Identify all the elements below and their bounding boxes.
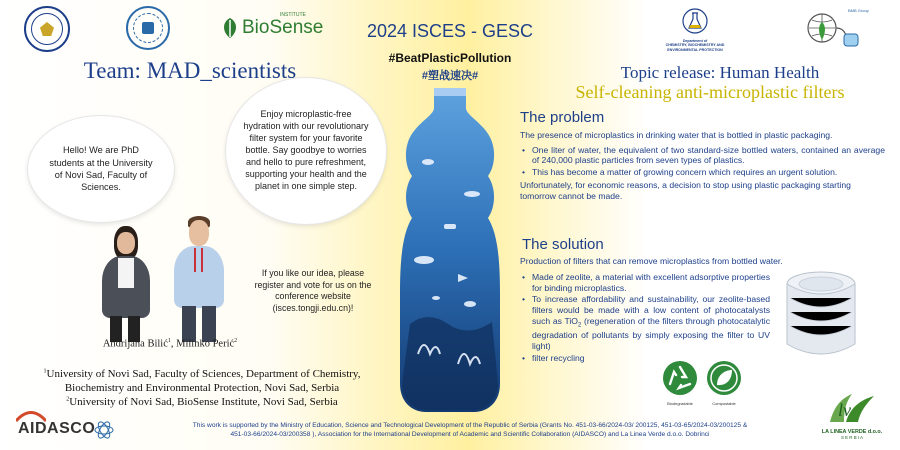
hashtag: #BeatPlasticPollution <box>388 51 512 65</box>
poster-subtitle: Self-cleaning anti-microplastic filters <box>575 82 845 102</box>
affiliation-sup-1: 1 <box>43 368 47 375</box>
solution-bullet-2-pre: To increase affordability and sustainability, our zeolite-based filters would be made with a low content of photocatalysts such as TiO <box>532 294 770 326</box>
department-line-2: CHEMISTRY, BIOCHEMISTRY AND <box>665 43 725 48</box>
affiliation-sup-2: 2 <box>66 395 70 402</box>
biosense-small-text: INSTITUTE <box>280 12 306 18</box>
hello-bubble <box>28 116 174 222</box>
aidasco-logo <box>16 408 116 444</box>
team-title: Team: MAD_scientists <box>83 58 297 83</box>
hashtag-chinese: #塑战速决# <box>421 70 479 82</box>
pitch-bubble-text: Enjoy microplastic-free hydration with our revolutionary filter system for your favorite bottle. Say goodbye to worries and hello to pure refreshment, supporting your health and the planet in one simple step. <box>243 109 369 191</box>
department-line-3: ENVIRONMENTAL PROTECTION <box>667 47 723 52</box>
author-separator: , <box>170 338 177 350</box>
biodegradable-label: Biodegradable <box>667 401 693 406</box>
bmb-text: BMB Group <box>848 8 869 13</box>
author-sup-1: 1 <box>167 338 171 344</box>
conference-title: 2024 ISCES - GESC <box>366 21 534 41</box>
pitch-bubble <box>226 78 386 224</box>
author-name-1: Andrijana Bilić <box>102 338 168 350</box>
bottle-illustration <box>388 84 512 416</box>
la-linea-verde-logo <box>812 388 892 440</box>
department-line-1: Department of <box>682 39 708 43</box>
solution-bullet-2 <box>520 294 770 351</box>
topic-release: Topic release: Human Health <box>620 63 820 82</box>
department-logo <box>660 8 730 52</box>
bmb-logo <box>800 6 870 50</box>
svg-text:lv: lv <box>838 400 851 420</box>
affiliation-1 <box>22 368 382 396</box>
university-seal-logo <box>24 6 70 52</box>
solution-bullet-1: • Made of zeolite, a material with excellent adsorptive properties for binding microplastics. <box>520 272 770 293</box>
solution-bullet-2-post: (regeneration of the filters through photocatalytic degradation of pollutants by simply exposing the filter to UV light) <box>532 315 770 351</box>
problem-bullets <box>520 145 885 178</box>
person-photo-milinko <box>168 216 230 342</box>
leaf-icon <box>706 360 742 396</box>
problem-bullet-1: • One liter of water, the equivalent of two standard-size bottled waters, contained an average of 240,000 plastic particles from seven types of plastics. <box>520 145 885 166</box>
compostable-badge <box>704 360 744 406</box>
affiliation-text-1: University of Novi Sad, Faculty of Sciences, Department of Chemistry, Biochemistry and Environmental Protection, Novi Sad, Serbia <box>46 368 361 394</box>
solution-bullet-3: • filter recycling <box>520 353 770 364</box>
vote-text: If you like our idea, please register and vote for us on the conference website (isces.tongji.edu.cn)! <box>254 268 372 313</box>
tio2-subscript: 2 <box>578 322 582 329</box>
flask-icon <box>682 8 708 34</box>
aidasco-atom-icon <box>94 420 114 440</box>
la-linea-verde-leaf-icon <box>822 388 882 424</box>
la-linea-verde-name: LA LINEA VERDE d.o.o. <box>821 429 883 435</box>
compostable-label: Compostable <box>712 401 736 406</box>
biodegradable-badge <box>660 360 700 406</box>
solution-heading: The solution <box>522 236 604 253</box>
problem-heading: The problem <box>520 109 605 126</box>
funding-line-2: 451-03-66/2024-03/200358 ), Association for the International Development of Academic and Scientific Collaboration (AIDASCO) and La Linea Verde d.o.o. Dobrinci <box>230 430 710 438</box>
hello-bubble-text: Hello! We are PhD students at the University of Novi Sad, Faculty of Sciences. <box>49 145 153 193</box>
affiliations <box>22 368 382 409</box>
problem-outro: Unfortunately, for economic reasons, a decision to stop using plastic packaging starting tomorrow cannot be made. <box>520 179 851 201</box>
aidasco-wordmark: AIDASCO <box>18 420 96 437</box>
problem-intro: The presence of microplastics in drinking water that is bottled in plastic packaging. <box>520 130 833 140</box>
biosense-logo <box>220 12 324 40</box>
person-photo-andrijana <box>96 226 158 342</box>
solution-intro: Production of filters that can remove microplastics from bottled water. <box>520 256 783 266</box>
solution-bullets <box>520 272 770 364</box>
biosense-name: BioSense <box>242 17 324 38</box>
biosense-leaf-icon <box>220 16 240 40</box>
recycle-icon <box>662 360 698 396</box>
la-linea-verde-country: S E R B I A <box>841 435 863 440</box>
problem-section <box>520 130 885 201</box>
affiliation-text-2: University of Novi Sad, BioSense Institute, Novi Sad, Serbia <box>69 395 338 408</box>
funding-line-1: This work is supported by the Ministry of Education, Science and Technological Development of the Republic of Serbia (Grants No. 451-03-66/2024-03/ 200125, 451-03-65/2024-03/200125 & <box>192 422 748 429</box>
filter-image <box>778 268 864 368</box>
faculty-seal-logo <box>126 6 170 50</box>
author-name-2: Milinko Perić <box>176 338 235 350</box>
author-sup-2: 2 <box>234 338 238 344</box>
funding-acknowledgement <box>140 422 800 440</box>
problem-bullet-2: • This has become a matter of growing concern which requires an urgent solution. <box>520 167 885 178</box>
authors-line <box>70 338 270 350</box>
